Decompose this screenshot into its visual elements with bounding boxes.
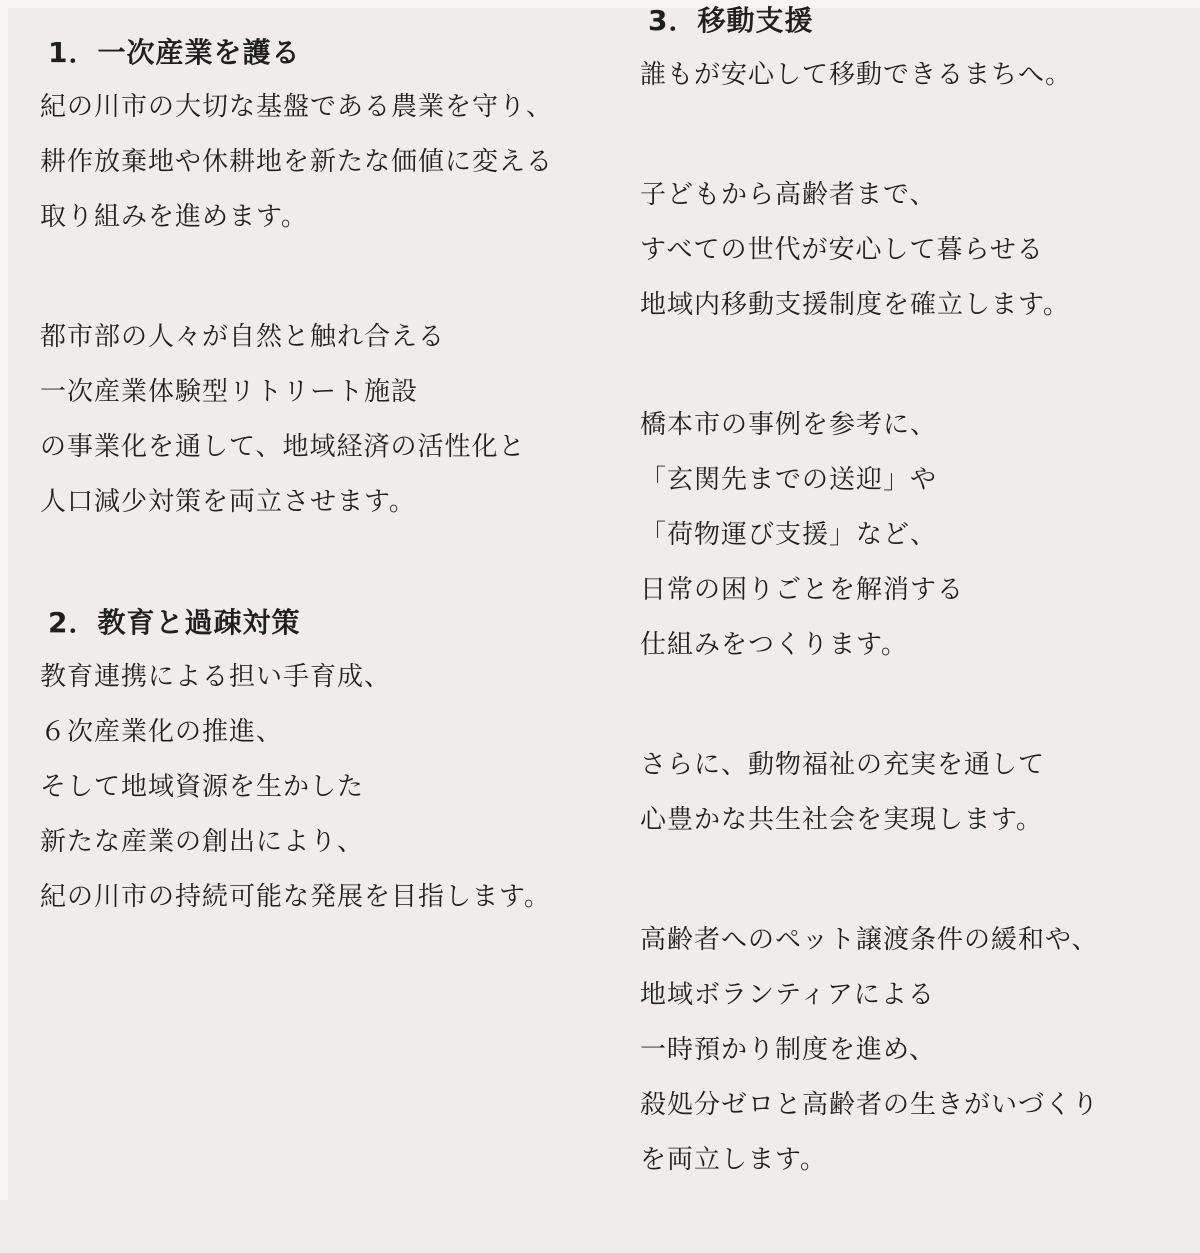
text-line: 日常の困りごとを解消する (640, 575, 965, 605)
text-line: さらに、動物福祉の充実を通して (640, 750, 1046, 780)
text-line: 都市部の人々が自然と触れ合える (40, 322, 446, 352)
text-line: 仕組みをつくります。 (640, 630, 908, 660)
text-line: そして地域資源を生かした (40, 772, 365, 802)
section-2-heading: 2．教育と過疎対策 (48, 606, 301, 639)
text-line: 地域ボランティアによる (640, 980, 935, 1010)
paragraph (40, 80, 615, 245)
paragraph (640, 913, 1200, 1188)
text-line: 一時預かり制度を進め、 (640, 1035, 936, 1065)
text-line: ６次産業化の推進、 (40, 717, 284, 747)
paragraph (640, 398, 1200, 673)
text-line: 誰もが安心して移動できるまちへ。 (640, 60, 1073, 90)
text-line: 教育連携による担い手育成、 (40, 662, 392, 692)
paragraph (640, 168, 1200, 333)
text-line: 一次産業体験型リトリート施設 (40, 377, 419, 407)
text-line: 新たな産業の創出により、 (40, 827, 365, 857)
text-line: の事業化を通して、地域経済の活性化と (40, 432, 526, 462)
text-line: 高齢者へのペット譲渡条件の緩和や、 (640, 925, 1099, 955)
text-line: を両立します。 (640, 1145, 827, 1175)
text-line: 殺処分ゼロと高齢者の生きがいづくり (640, 1090, 1100, 1120)
text-line: 紀の川市の持続可能な発展を目指します。 (40, 882, 551, 912)
paragraph (40, 650, 615, 925)
page-edge-highlight-left (0, 0, 8, 1200)
text-line: 心豊かな共生社会を実現します。 (640, 805, 1043, 835)
paragraph (40, 310, 615, 530)
column-left (40, 25, 615, 990)
section-mobility-support (640, 0, 1200, 1188)
text-line: 地域内移動支援制度を確立します。 (640, 290, 1070, 320)
paragraph (640, 738, 1200, 848)
section-primary-industry (40, 25, 615, 530)
text-line: すべての世代が安心して暮らせる (640, 235, 1044, 265)
section-education-depopulation (40, 595, 615, 925)
text-line: 橋本市の事例を参考に、 (640, 410, 938, 440)
text-line: 子どもから高齢者まで、 (640, 180, 937, 210)
text-line: 「玄関先までの送迎」や (640, 465, 938, 495)
text-line: 取り組みを進めます。 (40, 202, 308, 232)
section-3-heading: 3．移動支援 (648, 4, 814, 37)
text-line: 耕作放棄地や休耕地を新たな価値に変える (40, 147, 554, 177)
text-line: 人口減少対策を両立させます。 (40, 487, 416, 517)
text-line: 紀の川市の大切な基盤である農業を守り、 (40, 92, 554, 122)
paragraph (640, 48, 1200, 103)
column-right (640, 0, 1200, 1253)
section-1-heading: 1．一次産業を護る (48, 36, 301, 69)
text-line: 「荷物運び支援」など、 (640, 520, 938, 550)
